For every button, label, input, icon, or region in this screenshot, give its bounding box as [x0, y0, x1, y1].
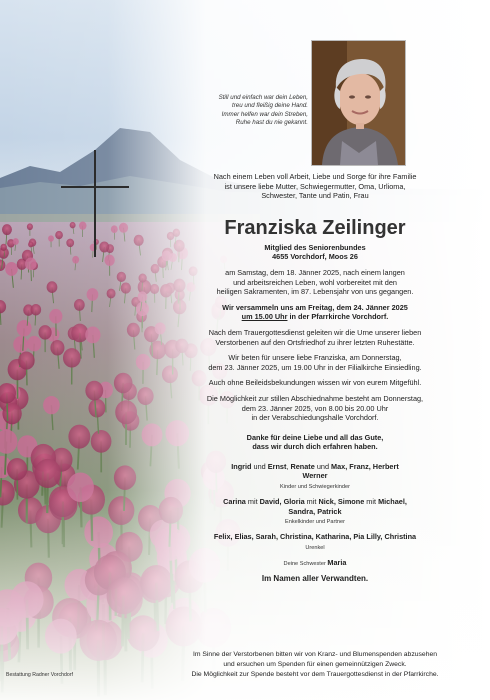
- urn-line: Verstorbenen auf den Ortsfriedhof zu ihrer letzten Ruhestätte.: [215, 337, 415, 347]
- relation-label: Urenkel: [305, 544, 325, 551]
- grandchildren: [150, 497, 480, 526]
- connector: ,: [286, 461, 291, 471]
- relation-label: Enkelkinder und Partner: [284, 519, 345, 526]
- relation-label: Kinder und Schwiegerkinder: [280, 484, 350, 491]
- relation-label: Deine Schwester: [283, 560, 328, 567]
- urn-line: Nach dem Trauergottesdienst geleiten wir die Urne unserer lieben: [208, 327, 422, 337]
- prayer-line: dem 23. Jänner 2025, um 19.00 Uhr in der Filialkirche Einsiedling.: [208, 362, 422, 372]
- condolence-note: Auch ohne Beileidsbekundungen wissen wir von eurem Mitgefühl.: [208, 378, 422, 388]
- family-name: Ingrid: [231, 461, 252, 471]
- farewell-line: in der Verabschiedungshalle Vorchdorf.: [251, 413, 379, 423]
- gathering-line: Wir versammeln uns am Freitag, dem 24. Jänner 2025: [222, 302, 408, 312]
- family-name: Max, Franz, Herbert: [331, 461, 399, 471]
- deceased-name: Franziska Zeilinger: [224, 216, 406, 239]
- family-name: David, Gloria: [259, 497, 305, 507]
- intro-line: Schwester, Tante und Patin, Frau: [261, 191, 369, 201]
- great-grandchildren: [150, 532, 480, 552]
- notice-line: und arbeitsreichen Leben, wohl vorbereitet mit den: [233, 277, 397, 287]
- gathering: [150, 303, 480, 322]
- thanks-line: dass wir durch dich erfahren haben.: [252, 442, 378, 452]
- poem-line: Still und einfach war dein Leben,: [218, 94, 308, 101]
- address: 4655 Vorchdorf, Moos 26: [272, 252, 358, 262]
- family-name: Werner: [302, 471, 328, 481]
- family-name: Carina: [223, 497, 246, 507]
- connector: mit: [364, 497, 379, 507]
- prayer-line: Wir beten für unsere liebe Franziska, am Donnerstag,: [228, 353, 402, 363]
- donation-line: Im Sinne der Verstorbenen bitten wir von Kranz- und Blumenspenden abzusehen: [192, 651, 438, 658]
- farewell-line: dem 23. Jänner 2025, von 8.00 bis 20.00 Uhr: [241, 403, 389, 413]
- poem-line: treu und fleißig deine Hand.: [231, 102, 308, 110]
- thanks: [150, 433, 480, 452]
- intro-line: ist unsere liebe Mutter, Schwiegermutter, Oma, Urlioma,: [224, 181, 406, 191]
- connector: und: [251, 461, 268, 471]
- farewell-notice: [150, 394, 480, 423]
- relatives-signature: Im Namen aller Verwandten.: [261, 573, 369, 583]
- poem-line: Immer helfen war dein Streben,: [221, 110, 308, 118]
- connector: mit: [304, 497, 319, 507]
- donation-note: [150, 650, 480, 679]
- family-name: Ernst: [267, 461, 287, 471]
- thanks-line: Danke für deine Liebe und all das Gute,: [246, 432, 384, 442]
- family-name: Michael,: [378, 497, 407, 507]
- sister: [150, 558, 480, 568]
- notice-line: am Samstag, dem 18. Jänner 2025, nach einem langen: [225, 267, 405, 277]
- donation-line: Die Möglichkeit zur Spende besteht vor dem Trauergottesdienst in der Pfarrkirche.: [191, 670, 439, 678]
- connector: und: [314, 461, 332, 471]
- intro: [150, 172, 480, 201]
- prayer-notice: [150, 353, 480, 372]
- farewell-line: Die Möglichkeit zur stillen Abschiednahme besteht am Donnerstag,: [206, 393, 424, 403]
- family-name: Renate: [290, 461, 315, 471]
- urn-notice: [150, 328, 480, 347]
- obituary-text: [150, 172, 480, 583]
- death-notice: [150, 268, 480, 297]
- membership: Mitglied des Seniorenbundes: [264, 242, 366, 252]
- connector: mit: [245, 497, 260, 507]
- family-name: Nick, Simone: [318, 497, 365, 507]
- donation-line: und ersuchen um Spenden für einen gemeinnützigen Zweck.: [223, 660, 407, 668]
- gathering-time: um 15.00 Uhr: [241, 312, 288, 322]
- children: [150, 462, 480, 491]
- poem-line: Ruhe hast du nie gekannt.: [235, 119, 308, 127]
- family-name: Maria: [327, 557, 347, 567]
- family-name: Sandra, Patrick: [288, 506, 342, 516]
- gathering-place: in der Pfarrkirche Vorchdorf.: [287, 312, 389, 322]
- intro-line: Nach einem Leben voll Arbeit, Liebe und Sorge für ihre Familie: [213, 172, 417, 181]
- family-name: Felix, Elias, Sarah, Christina, Katharina, Pia Lilly, Christina: [213, 532, 417, 542]
- funeral-home: Bestattung Radner Vorchdorf: [6, 672, 73, 678]
- notice-line: heiligen Sakramenten, im 87. Lebensjahr von uns gegangen.: [216, 287, 414, 297]
